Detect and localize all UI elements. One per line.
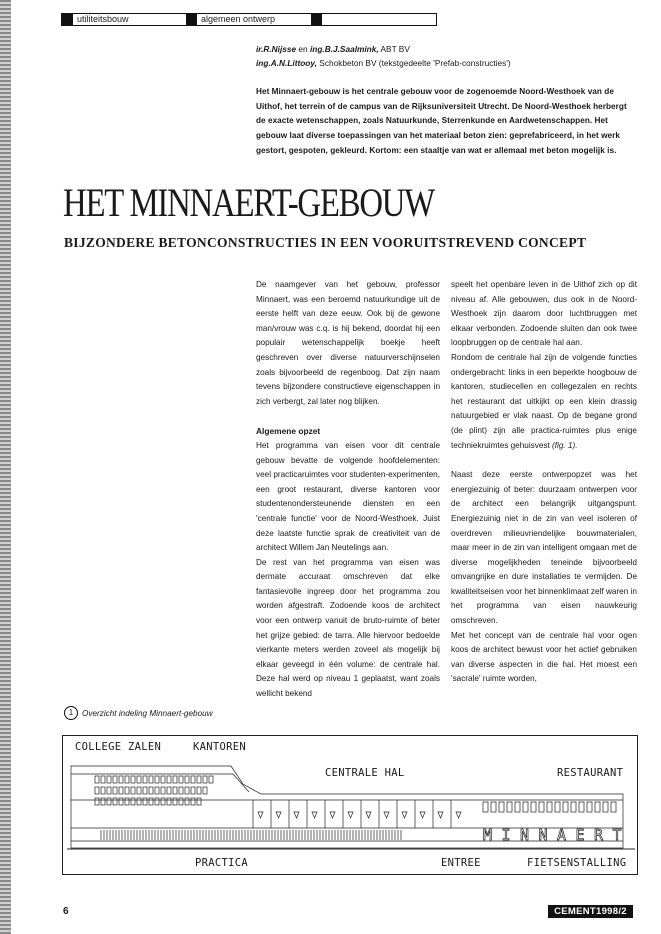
window bbox=[125, 776, 129, 783]
label-fietsenstalling: FIETSENSTALLING bbox=[527, 857, 627, 869]
author-name: ing.B.J.Saalmink, bbox=[309, 44, 379, 54]
window bbox=[101, 776, 105, 783]
author-block bbox=[256, 42, 511, 70]
article-subtitle: BIJZONDERE BETONCONSTRUCTIES IN EEN VOORUITSTREVEND CONCEPT bbox=[64, 235, 587, 250]
window bbox=[197, 776, 201, 783]
window bbox=[203, 776, 207, 783]
facade-letter: T bbox=[612, 826, 622, 844]
window bbox=[113, 787, 117, 794]
restaurant-window bbox=[579, 802, 584, 812]
figure-reference: (fig. 1). bbox=[552, 440, 578, 450]
hall-detail bbox=[438, 812, 443, 818]
tab-marker bbox=[311, 14, 322, 25]
window bbox=[131, 798, 135, 805]
hall-detail bbox=[294, 812, 299, 818]
window bbox=[179, 787, 183, 794]
hall-detail bbox=[276, 812, 281, 818]
window bbox=[203, 787, 207, 794]
restaurant-window bbox=[491, 802, 496, 812]
tab-utiliteitsbouw: utiliteitsbouw bbox=[77, 14, 129, 24]
window bbox=[185, 787, 189, 794]
author-line-1 bbox=[256, 42, 511, 56]
figure-caption bbox=[64, 706, 213, 720]
restaurant-window bbox=[555, 802, 560, 812]
author-name: ing.A.N.Littooy, bbox=[256, 58, 317, 68]
caption-text: Overzicht indeling Minnaert-gebouw bbox=[82, 708, 213, 718]
label-entree: ENTREE bbox=[441, 857, 481, 869]
label-practica: PRACTICA bbox=[195, 857, 248, 869]
window bbox=[197, 798, 201, 805]
hall-detail bbox=[456, 812, 461, 818]
window bbox=[107, 776, 111, 783]
facade-letter: M bbox=[483, 826, 493, 844]
tab-algemeen-ontwerp: algemeen ontwerp bbox=[201, 14, 276, 24]
window bbox=[161, 787, 165, 794]
window bbox=[143, 798, 147, 805]
body-paragraph: Het programma van eisen voor dit centrale gebouw bevatte de volgende hoofdelementen: veel practicaruimtes voor studenten-experimenten, een groot restaurant, diverse kantoren voor studentenondersteunende diensten en een 'centrale functie' voor de Noord-Westhoek. Juist deze laatste functie sprak de creativiteit van de architect Willem Jan Neutelings aan. bbox=[256, 440, 440, 553]
text-column-2 bbox=[451, 278, 637, 687]
restaurant-window bbox=[531, 802, 536, 812]
facade-letter: A bbox=[557, 826, 567, 844]
facade-letter: R bbox=[594, 826, 604, 844]
intro-paragraph: Het Minnaert-gebouw is het centrale gebouw voor de zogenoemde Noord-Westhoek van de Uithof, het terrein of de campus van de Rijksuniversiteit Utrecht. De Noord-Westhoek herbergt de exacte wetenschappen, zoals Natuurkunde, Sterrenkunde en Aardwetenschappen. Het gebouw laat diverse toepassingen van het materiaal beton zien: geprefabriceerd, in het werk gestort, gespoten, gekleurd. Kortom: een staaltje van wat er allemaal met beton mogelijk is. bbox=[256, 87, 627, 155]
window bbox=[197, 787, 201, 794]
window bbox=[185, 776, 189, 783]
body-paragraph: Rondom de centrale hal zijn de volgende functies ondergebracht: links in een beperkte hoogbouw de kantoren, studiecellen en collegezalen en rechts het restaurant dat uitkijkt op een klein drassig natuurgebied er vlak naast. Op de begane grond (de plint) zijn alle practica-ruimtes plus enige techniekruimtes gehuisvest (fig. 1). bbox=[451, 352, 637, 450]
window bbox=[167, 798, 171, 805]
window bbox=[161, 776, 165, 783]
body-paragraph: speelt het openbare leven in de Uithof zich op dit niveau af. Alle gebouwen, dus ook in de Noord-Westhoek zijn daarom door luchtbruggen met elkaar verbonden. Zodoende sluiten dan ook twee loopbruggen op de centrale hal aan. bbox=[451, 280, 637, 348]
building-elevation-svg bbox=[63, 736, 639, 876]
hall-detail bbox=[312, 812, 317, 818]
window bbox=[137, 776, 141, 783]
building-section-drawing bbox=[62, 735, 638, 875]
hall-detail bbox=[348, 812, 353, 818]
window bbox=[179, 776, 183, 783]
hall-detail bbox=[420, 812, 425, 818]
window bbox=[149, 798, 153, 805]
window bbox=[119, 787, 123, 794]
window bbox=[161, 798, 165, 805]
window bbox=[101, 798, 105, 805]
window bbox=[173, 798, 177, 805]
window bbox=[113, 798, 117, 805]
window bbox=[131, 787, 135, 794]
tab-marker bbox=[62, 14, 73, 25]
window bbox=[125, 787, 129, 794]
article-title: HET MINNAERT-GEBOUW bbox=[63, 180, 434, 225]
section-tab-bar bbox=[61, 13, 437, 26]
window bbox=[95, 798, 99, 805]
facade-letter: N bbox=[538, 826, 548, 844]
restaurant-window bbox=[523, 802, 528, 812]
window bbox=[143, 776, 147, 783]
restaurant-window bbox=[547, 802, 552, 812]
label-centrale-hal: CENTRALE HAL bbox=[325, 767, 405, 779]
window bbox=[95, 787, 99, 794]
author-name: ir.R.Nijsse bbox=[256, 44, 297, 54]
tab-empty bbox=[322, 14, 436, 25]
restaurant-window bbox=[603, 802, 608, 812]
window bbox=[167, 787, 171, 794]
restaurant-window bbox=[595, 802, 600, 812]
hall-detail bbox=[366, 812, 371, 818]
author-organisation: Schokbeton BV (tekstgedeelte 'Prefab-constructies') bbox=[317, 58, 511, 68]
body-paragraph: Met het concept van de centrale hal voor ogen koos de architect bewust voor het actief gebruiken van diverse aspecten in die hal. Het moest een 'sacrale' ruimte worden, bbox=[451, 630, 637, 684]
restaurant-window bbox=[587, 802, 592, 812]
restaurant-window bbox=[571, 802, 576, 812]
window bbox=[155, 798, 159, 805]
window bbox=[173, 787, 177, 794]
window bbox=[179, 798, 183, 805]
window bbox=[131, 776, 135, 783]
restaurant-window bbox=[499, 802, 504, 812]
facade-letter: I bbox=[501, 826, 511, 844]
window bbox=[143, 787, 147, 794]
body-paragraph: Naast deze eerste ontwerpopzet was het energiezuinig of beter: duurzaam ontwerpen voor de architect een belangrijk uitgangspunt. Energiezuinig niet in de zin van veel isoleren of overdreven milieuvriendelijke bouwmaterialen, maar meer in de zin van intelligent omgaan met de diverse mogelijkheden teneinde bijvoorbeeld omvangrijke en dure installaties te vermijden. De kwaliteitseisen voor het binnenklimaat zelf waren in het programma van eisen nauwkeurig omschreven. bbox=[451, 470, 637, 626]
facade-letter: E bbox=[575, 826, 585, 844]
window bbox=[167, 776, 171, 783]
label-restaurant: RESTAURANT bbox=[557, 767, 624, 779]
window bbox=[137, 787, 141, 794]
label-kantoren: KANTOREN bbox=[193, 741, 246, 753]
window bbox=[101, 787, 105, 794]
restaurant-window bbox=[515, 802, 520, 812]
window bbox=[119, 798, 123, 805]
window bbox=[107, 787, 111, 794]
facade-letter: N bbox=[520, 826, 530, 844]
restaurant-window bbox=[539, 802, 544, 812]
journal-badge: CEMENT1998/2 bbox=[548, 905, 633, 918]
body-paragraph: De naamgever van het gebouw, professor Minnaert, was een beroemd natuurkundige uit de eerste helft van deze eeuw. Ook bij de gewone man/vrouw was c.q. is hij bekend, doordat hij een populair wetenschappelijk boekje heeft geschreven over diverse natuurverschijnselen zoals bijvoorbeeld de regenboog. Dat zijn naam tevens bijzondere constructieve eigenschappen in zich verbergt, zal later nog blijken. bbox=[256, 280, 440, 406]
hall-detail bbox=[258, 812, 263, 818]
window bbox=[191, 798, 195, 805]
window bbox=[173, 776, 177, 783]
window bbox=[209, 776, 213, 783]
window bbox=[107, 798, 111, 805]
window bbox=[137, 798, 141, 805]
hall-detail bbox=[402, 812, 407, 818]
restaurant-window bbox=[611, 802, 616, 812]
hall-detail bbox=[330, 812, 335, 818]
window bbox=[113, 776, 117, 783]
label-college-zalen: COLLEGE ZALEN bbox=[75, 741, 162, 753]
window bbox=[155, 787, 159, 794]
window bbox=[119, 776, 123, 783]
restaurant-window bbox=[507, 802, 512, 812]
window bbox=[125, 798, 129, 805]
window bbox=[149, 776, 153, 783]
author-conjunction: en bbox=[296, 44, 310, 54]
hall-detail bbox=[384, 812, 389, 818]
window bbox=[149, 787, 153, 794]
restaurant-window bbox=[483, 802, 488, 812]
author-line-2 bbox=[256, 56, 511, 70]
section-heading: Algemene opzet bbox=[256, 426, 321, 437]
window bbox=[185, 798, 189, 805]
window bbox=[191, 787, 195, 794]
tab-marker bbox=[186, 14, 197, 25]
scan-edge bbox=[0, 0, 11, 934]
window bbox=[95, 776, 99, 783]
body-paragraph: De rest van het programma van eisen was dermate accuraat omschreven dat elke fantasievolle ingreep door het programma zou worden afgestraft. Zodoende koos de architect voor een ontwerp vanuit de bruto-ruimte of beter het grijze gebied: de tarra. Alle hiervoor bedoelde vierkante meters werden zoveel als mogelijk bij elkaar geveegd in één volume: de centrale hal. Deze hal werd op niveau 1 geplaatst, want zoals wellicht bekend bbox=[256, 557, 440, 699]
figure-number-badge: 1 bbox=[64, 706, 78, 720]
window bbox=[191, 776, 195, 783]
restaurant-window bbox=[563, 802, 568, 812]
author-organisation: ABT BV bbox=[378, 44, 410, 54]
page-number: 6 bbox=[63, 906, 69, 917]
window bbox=[155, 776, 159, 783]
text-column-1 bbox=[256, 278, 440, 702]
